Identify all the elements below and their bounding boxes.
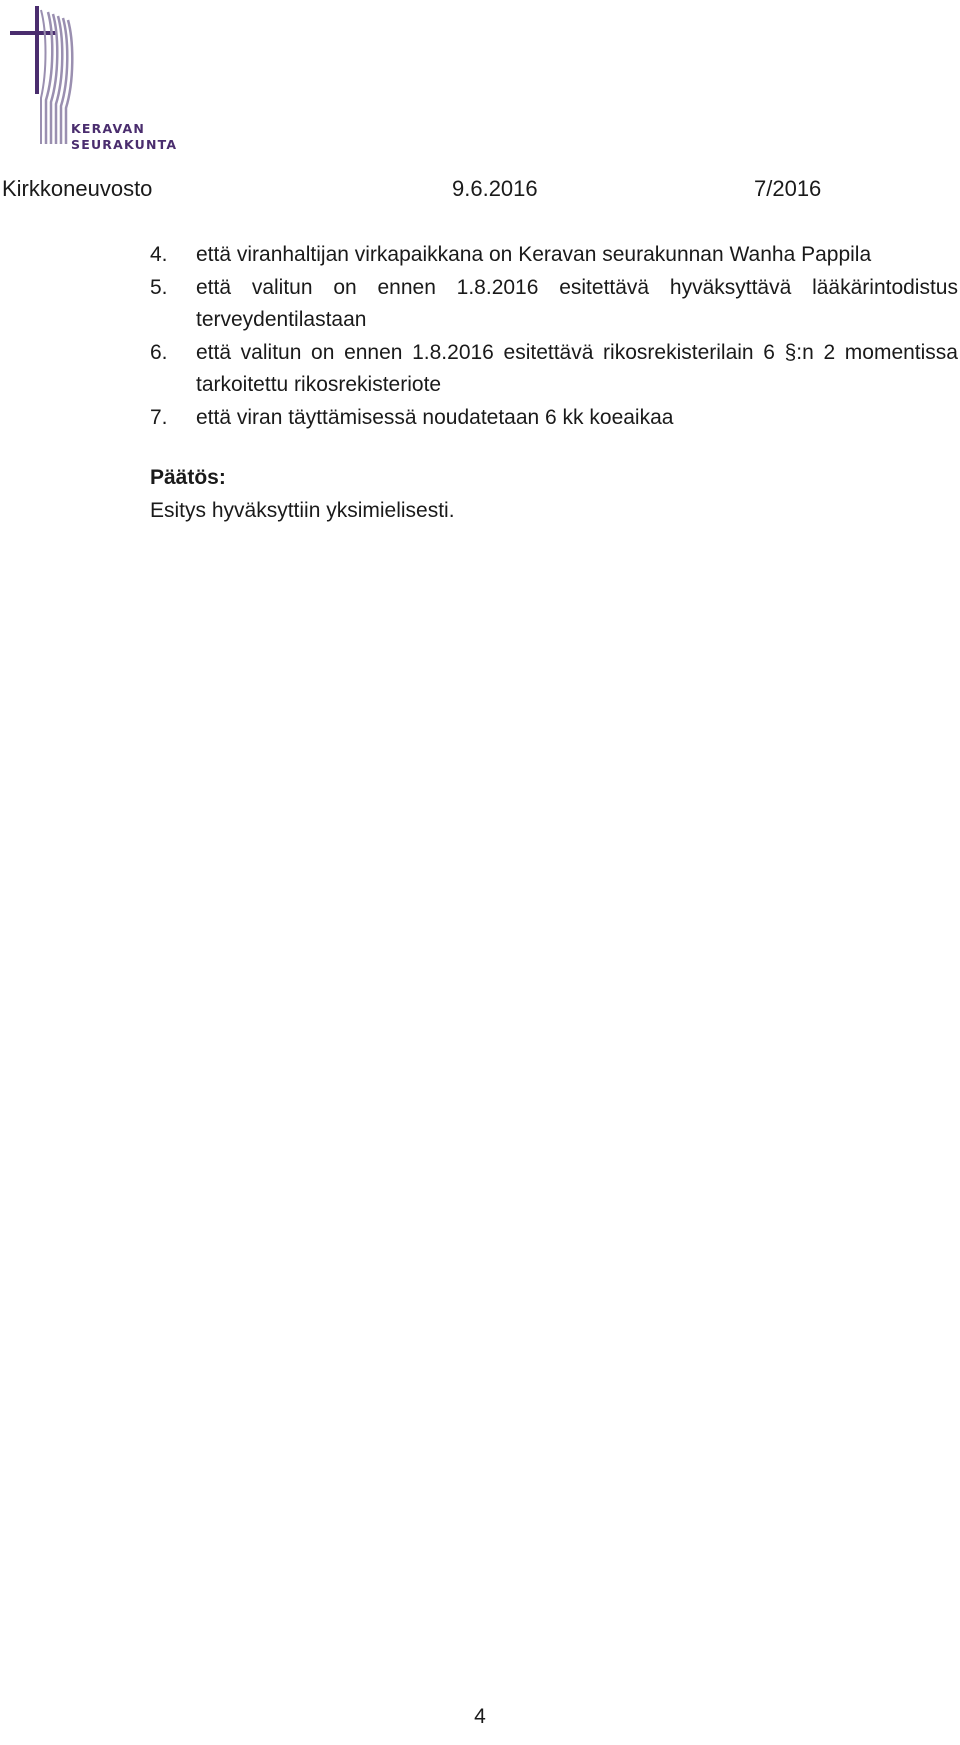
logo-text-line2: SEURAKUNTA (71, 137, 178, 152)
list-item-number: 4. (150, 243, 168, 266)
list-item (150, 337, 958, 402)
organ-name: Kirkkoneuvosto (2, 176, 153, 201)
meeting-date: 9.6.2016 (452, 176, 538, 201)
list-item (150, 272, 958, 337)
list-item-text: että valitun on ennen 1.8.2016 esitettävä hyväksyttävä lääkärintodistus terveydentilastaan (196, 275, 958, 331)
church-logo (8, 4, 178, 164)
list-item-text: että viran täyttämisessä noudatetaan 6 kk koeaikaa (196, 405, 674, 429)
meeting-number: 7/2016 (754, 176, 822, 201)
list-item-number: 7. (150, 405, 168, 429)
page-number-value: 4 (474, 1705, 486, 1728)
list-item (150, 402, 958, 435)
page-number (0, 1705, 960, 1729)
document-body (150, 239, 958, 527)
list-item (150, 239, 958, 272)
decision-label: Päätös: (150, 466, 226, 489)
list-item-number: 6. (150, 340, 168, 364)
list-item-text: että viranhaltijan virkapaikkana on Keravan seurakunnan Wanha Pappila (196, 243, 872, 266)
document-header (0, 176, 960, 206)
list-item-number: 5. (150, 275, 168, 299)
logo-text-line1: KERAVAN (71, 121, 146, 136)
decision-section (150, 462, 958, 527)
decision-text: Esitys hyväksyttiin yksimielisesti. (150, 498, 455, 522)
list-item-text: että valitun on ennen 1.8.2016 esitettävä rikosrekisterilain 6 §:n 2 momentissa tarkoitettu rikosrekisteriote (196, 340, 958, 396)
